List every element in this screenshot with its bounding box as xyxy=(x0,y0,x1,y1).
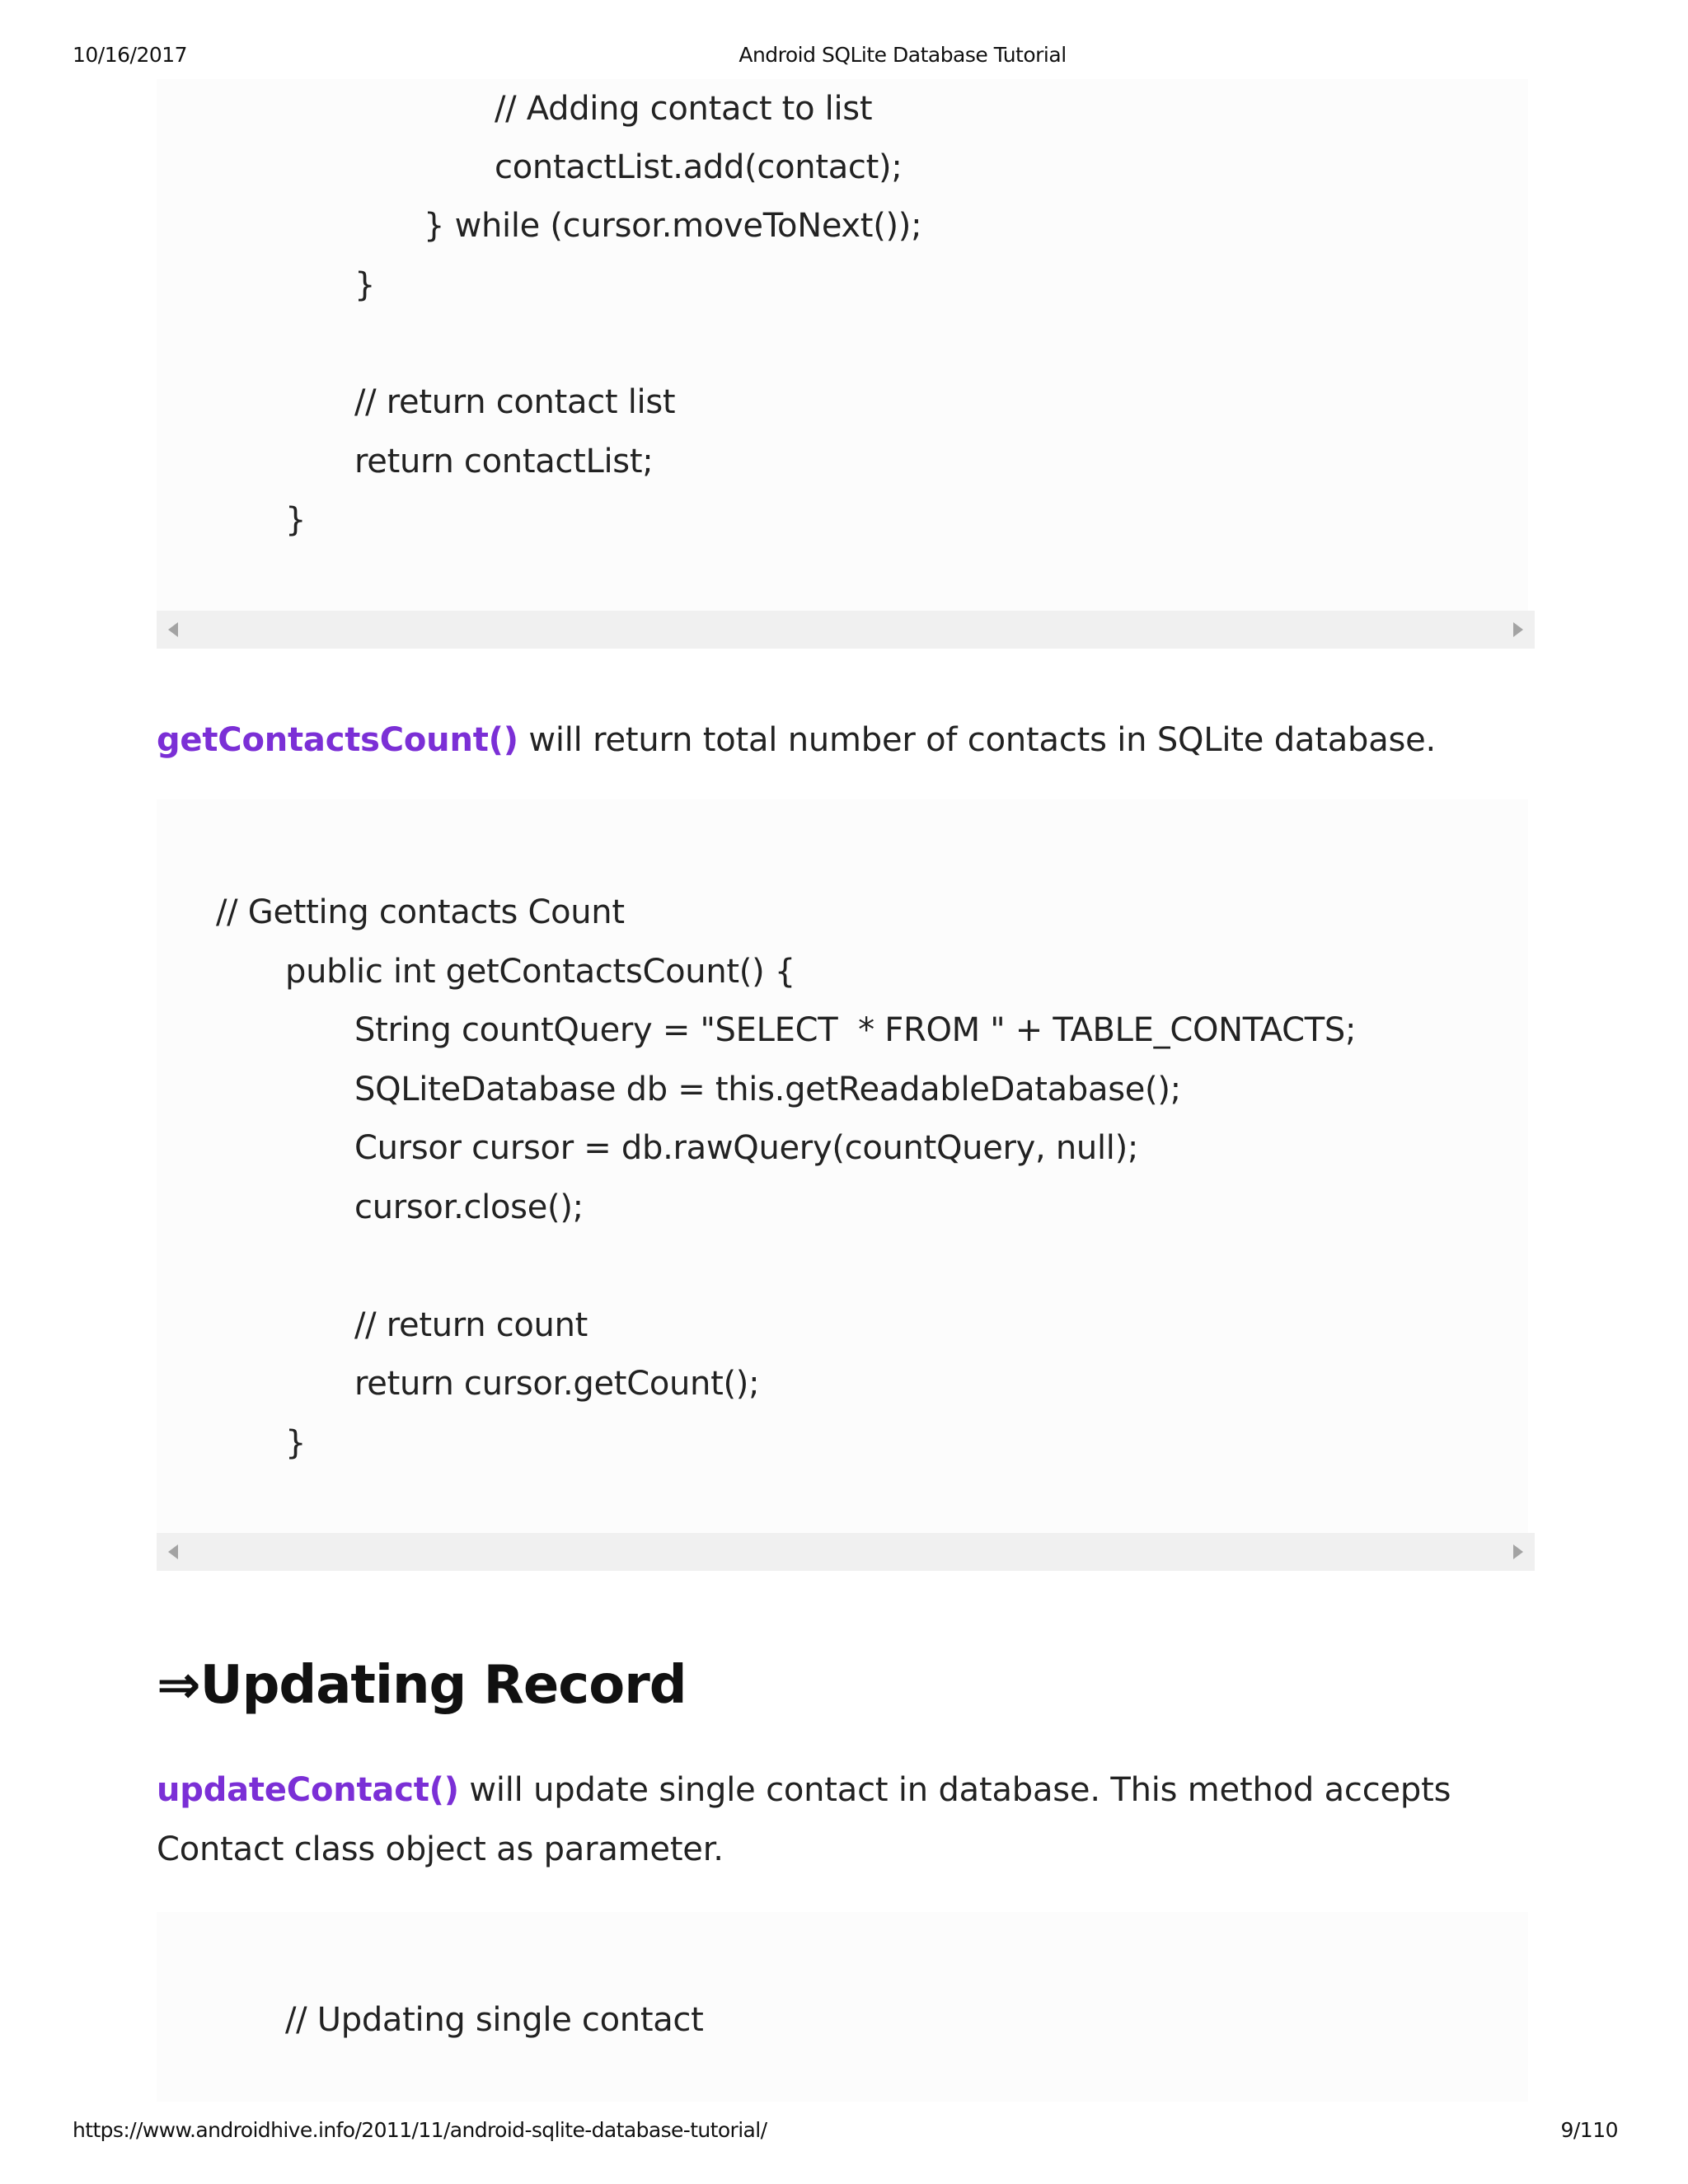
code-line: cursor.close(); xyxy=(354,1188,584,1226)
paragraph-text: will update single contact in database. This method accepts Contact class object as parameter. xyxy=(157,1771,1451,1868)
code-line: contactList.add(contact); xyxy=(495,148,903,186)
paragraph-text: will return total number of contacts in SQLite database. xyxy=(518,721,1437,759)
print-date: 10/16/2017 xyxy=(73,43,188,67)
section-heading xyxy=(157,1652,687,1718)
double-arrow-icon: ⇒ xyxy=(157,1655,200,1716)
code-line: // Updating single contact xyxy=(285,2001,704,2039)
paragraph xyxy=(157,1760,1541,1879)
scroll-left-arrow-icon[interactable] xyxy=(168,622,178,637)
scroll-right-arrow-icon[interactable] xyxy=(1513,622,1523,637)
horizontal-scrollbar[interactable] xyxy=(157,611,1535,649)
print-url: https://www.androidhive.info/2011/11/android-sqlite-database-tutorial/ xyxy=(73,2118,767,2142)
code-line: } xyxy=(354,266,376,304)
print-page-number: 9/110 xyxy=(1560,2118,1618,2142)
code-line: return cursor.getCount(); xyxy=(354,1365,760,1403)
code-line: } while (cursor.moveToNext()); xyxy=(424,207,922,245)
code-line: public int getContactsCount() { xyxy=(285,953,795,991)
section-heading-text: Updating Record xyxy=(199,1655,687,1716)
code-line: // return contact list xyxy=(354,383,676,421)
code-line: } xyxy=(285,1424,307,1462)
scroll-left-arrow-icon[interactable] xyxy=(168,1544,178,1559)
code-line: // return count xyxy=(354,1306,588,1344)
print-title: Android SQLite Database Tutorial xyxy=(738,43,1067,67)
code-line: } xyxy=(285,501,307,539)
code-line: // Getting contacts Count xyxy=(216,893,625,931)
code-line: SQLiteDatabase db = this.getReadableDatabase(); xyxy=(354,1071,1181,1108)
paragraph xyxy=(157,710,1541,770)
code-line: String countQuery = "SELECT * FROM " + TABLE_CONTACTS; xyxy=(354,1011,1357,1049)
method-link[interactable]: getContactsCount() xyxy=(157,721,518,759)
code-line: return contactList; xyxy=(354,443,654,480)
code-line: // Adding contact to list xyxy=(495,90,873,128)
scroll-right-arrow-icon[interactable] xyxy=(1513,1544,1523,1559)
code-line: Cursor cursor = db.rawQuery(countQuery, null); xyxy=(354,1129,1139,1167)
method-link[interactable]: updateContact() xyxy=(157,1771,459,1809)
horizontal-scrollbar[interactable] xyxy=(157,1533,1535,1571)
